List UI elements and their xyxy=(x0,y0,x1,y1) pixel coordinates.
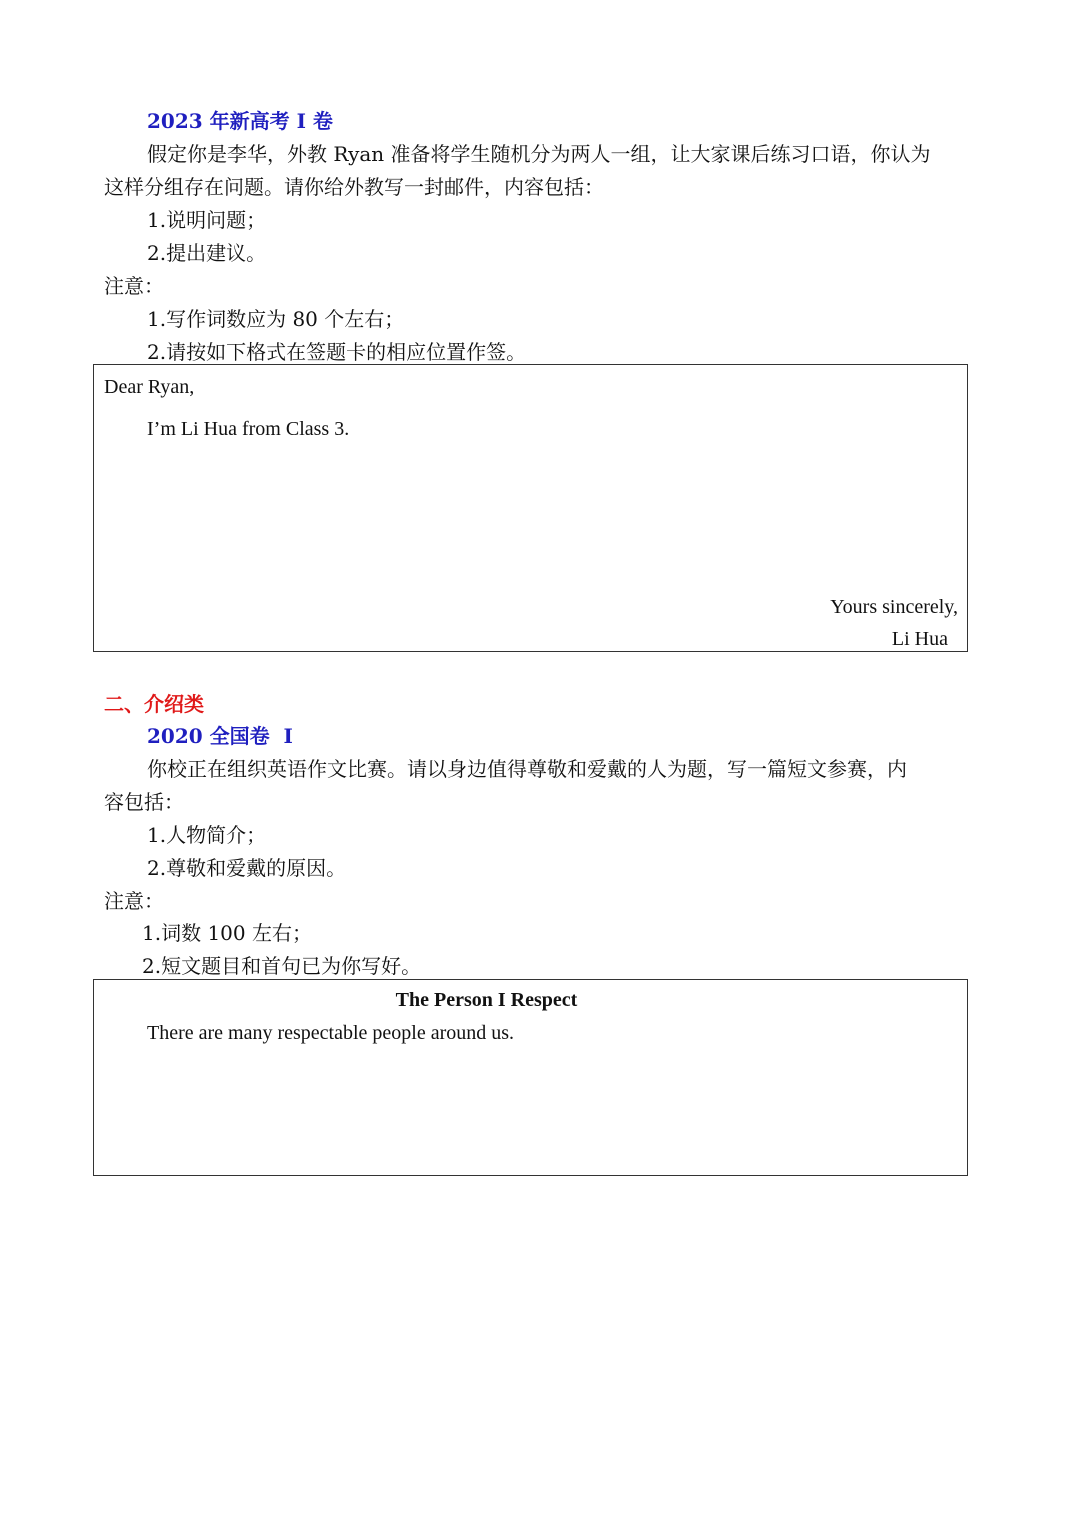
letter-signature: Li Hua xyxy=(891,628,948,650)
prompt-text-line-2: 这样分组存在问题。请你给外教写一封邮件，内容包括： xyxy=(104,175,604,199)
essay-answer-box xyxy=(93,979,968,1176)
prompt-text-line-1: 你校正在组织英语作文比赛。请以身边值得尊敬和爱戴的人为题，写一篇短文参赛，内 xyxy=(147,757,907,781)
exam-heading-2020: 2020 全国卷 I xyxy=(147,724,293,748)
note-item-1: 1.写作词数应为 80 个左右； xyxy=(147,307,405,331)
essay-title: The Person I Respect xyxy=(395,989,578,1011)
exam-heading-2023: 2023 年新高考 I 卷 xyxy=(147,109,333,133)
content-item-1: 1.人物简介； xyxy=(147,823,267,847)
letter-closing: Yours sincerely, xyxy=(830,596,958,618)
note-item-2: 2.请按如下格式在签题卡的相应位置作签。 xyxy=(147,340,527,364)
category-heading: 二、介绍类 xyxy=(104,692,204,716)
content-item-2: 2.提出建议。 xyxy=(147,241,267,265)
note-item-2: 2.短文题目和首句已为你写好。 xyxy=(142,954,422,978)
note-item-1: 1.词数 100 左右； xyxy=(142,921,312,945)
letter-opening: I’m Li Hua from Class 3. xyxy=(147,418,350,440)
content-item-2: 2.尊敬和爱戴的原因。 xyxy=(147,856,347,880)
letter-greeting: Dear Ryan, xyxy=(104,376,195,398)
note-label: 注意： xyxy=(104,889,164,913)
essay-opening: There are many respectable people around us. xyxy=(147,1022,515,1044)
letter-answer-box xyxy=(93,364,968,652)
note-label: 注意： xyxy=(104,274,164,298)
prompt-text-line-2: 容包括： xyxy=(104,790,184,814)
content-item-1: 1.说明问题； xyxy=(147,208,267,232)
prompt-text-line-1: 假定你是李华，外教 Ryan 准备将学生随机分为两人一组，让大家课后练习口语，你认为 xyxy=(147,142,931,166)
